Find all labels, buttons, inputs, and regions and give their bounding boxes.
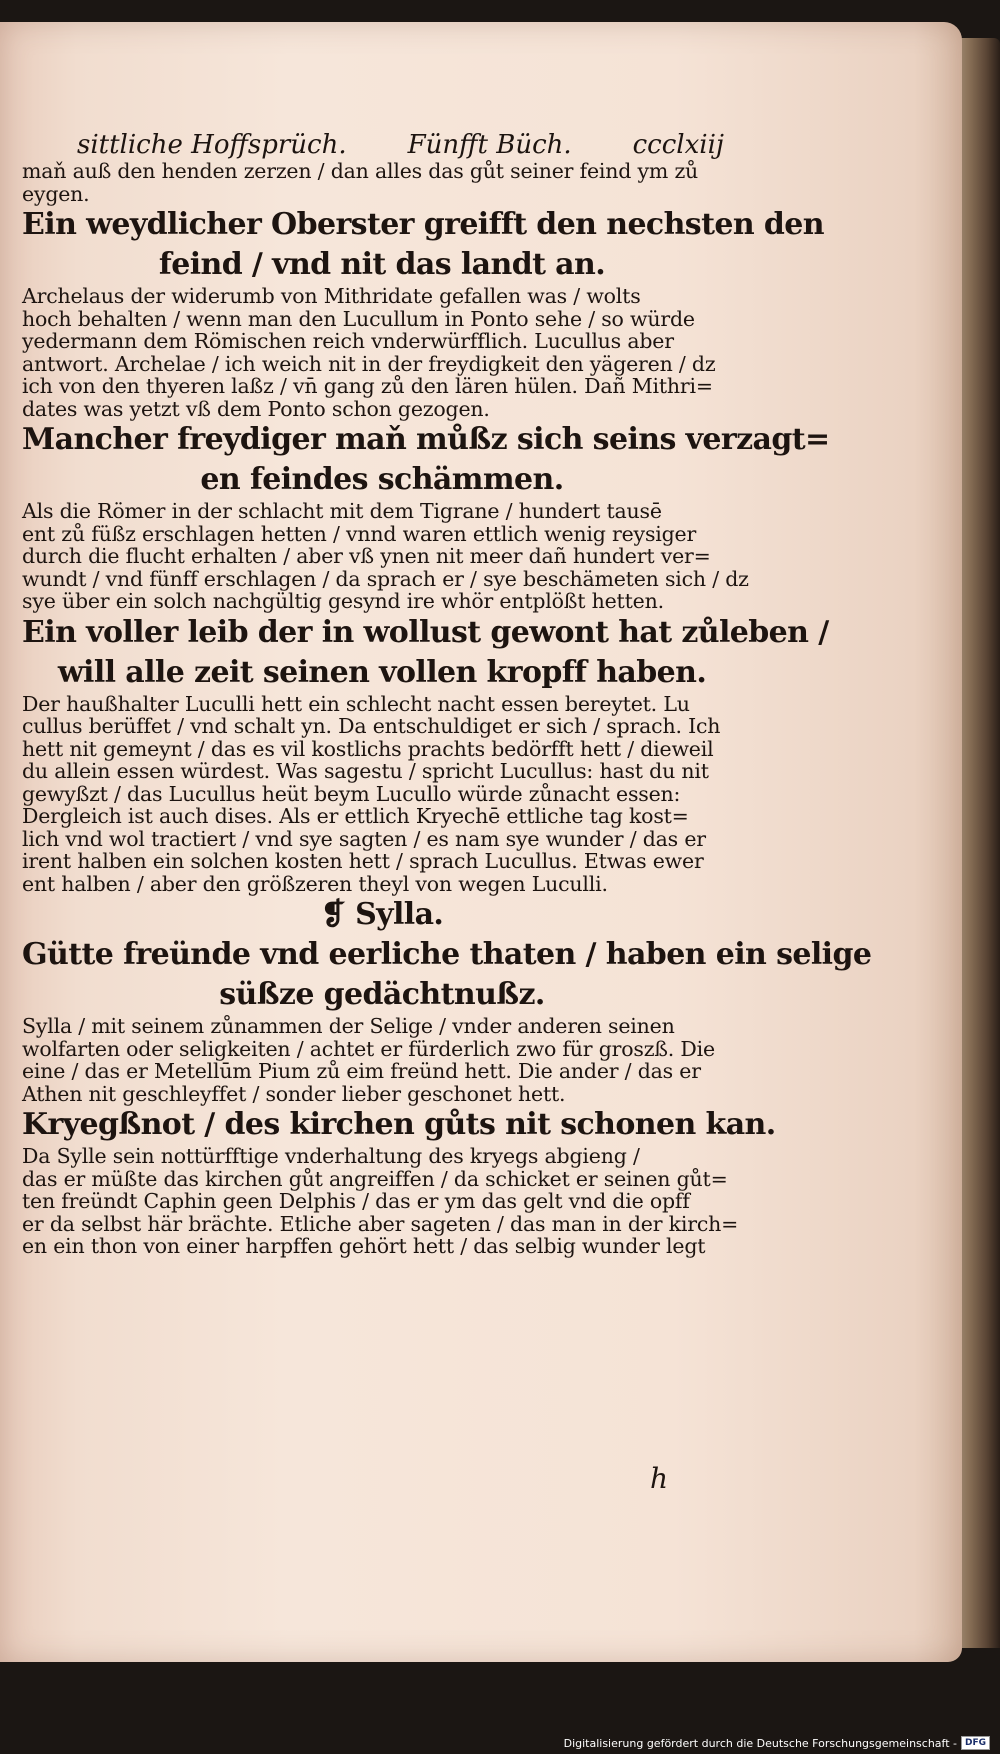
page-sections <box>22 159 872 1258</box>
text-line: yedermann dem Römischen reich vnderwürfflich. Lucullus aber <box>22 329 674 353</box>
text-line: Sylla / mit seinem zůnammen der Selige / vnder anderen seinen <box>22 1014 675 1038</box>
text-line: wolfarten oder seligkeiten / achtet er fürderlich zwo für groszß. Die <box>22 1036 715 1061</box>
text-line: ent zů füßz erschlagen hetten / vnnd waren ettlich wenig reysiger <box>22 521 697 546</box>
text-line: cullus berüffet / vnd schalt yn. Da entschuldiget er sich / sprach. Ich <box>22 714 721 738</box>
text-line: Als die Römer in der schlacht mit dem Tigrane / hundert tausē <box>22 499 662 523</box>
page-number: ccclxiij <box>632 130 724 160</box>
text-line: Archelaus der widerumb von Mithridate gefallen was / wolts <box>22 284 641 308</box>
text-line: dates was yetzt vß dem Ponto schon gezogen. <box>22 396 490 421</box>
text-line: hett nit gemeynt / das es vil kostlichs prachts bedörfft hett / dieweil <box>22 736 714 761</box>
footer-credit <box>564 1736 990 1750</box>
text-line: ent halben / aber den größzeren theyl von wegen Luculli. <box>22 871 608 896</box>
text-line: das er müßte das kirchen gůt angreiffen / da schicket er seinen gůt= <box>22 1166 728 1191</box>
text-line: maň auß den henden zerzen / dan alles das gůt seiner feind ym zů <box>22 159 699 183</box>
text-line: er da selbst här brächte. Etliche aber sageten / das man in der kirch= <box>22 1211 739 1236</box>
section-heading <box>22 1105 776 1145</box>
text-line: lich vnd wol tractiert / vnd sye sagten / es nam sye wunder / das er <box>22 826 706 851</box>
catchword: h <box>650 1462 669 1495</box>
text-line: ten freündt Caphin geen Delphis / das er ym das gelt vnd die opff <box>22 1189 690 1213</box>
text-line: durch die flucht erhalten / aber vß ynen nit meer dañ hundert ver= <box>22 544 711 568</box>
text-line: eine / das er Metellūm Pium zů eim freünd hett. Die ander / das er <box>22 1059 701 1083</box>
dfg-logo: DFG <box>961 1736 990 1750</box>
heading-line: Gütte freünde vnd eerliche thaten / haben ein selige <box>22 937 872 972</box>
heading-line: feind / vnd nit das landt an. <box>158 247 606 282</box>
book-page <box>0 22 962 1662</box>
heading-line: Ein voller leib der in wollust gewont hat zůleben / <box>22 614 829 650</box>
heading-line: en feindes schämmen. <box>200 462 564 497</box>
paragraph <box>22 499 749 613</box>
text-line: du allein essen würdest. Was sagestu / spricht Lucullus: hast du nit <box>22 759 709 783</box>
text-line: Der haußhalter Luculli hett ein schlecht nacht essen bereytet. Lu <box>22 691 690 716</box>
page-text <box>22 130 872 1258</box>
heading-line: süßze gedächtnußz. <box>219 977 545 1012</box>
heading-line: Kryegßnot / des kirchen gůts nit schonen kan. <box>22 1107 776 1142</box>
section-heading <box>22 935 872 1015</box>
paragraph <box>22 285 742 420</box>
footer-text: Digitalisierung gefördert durch die Deutsche Forschungsgemeinschaft - <box>563 1736 957 1750</box>
section-heading <box>22 205 824 285</box>
running-head <box>22 130 742 160</box>
paragraph <box>22 160 742 205</box>
text-line: ich von den thyeren laßz / vn̄ gang zů den lären hülen. Dañ Mithri= <box>22 374 713 398</box>
text-line: wundt / vnd fünff erschlagen / da sprach er / sye beschämeten sich / dz <box>22 566 749 591</box>
text-line: hoch behalten / wenn man den Lucullum in Ponto sehe / so würde <box>22 306 695 331</box>
text-line: sye über ein solch nachgültig gesynd ire whör entplößt hetten. <box>22 589 664 613</box>
heading-line: ❡ Sylla. <box>320 897 444 932</box>
text-line: gewyßzt / das Lucullus heüt beym Lucullo würde zůnacht essen: <box>22 781 681 806</box>
section-heading <box>22 895 742 935</box>
paragraph <box>22 1145 742 1258</box>
text-line: antwort. Archelae / ich weich nit in der freydigkeit den yägeren / dz <box>22 351 716 376</box>
paragraph <box>22 693 742 896</box>
text-line: Dergleich ist auch dises. Als er ettlich Kryechē ettliche tag kost= <box>22 804 689 828</box>
running-head-left: sittliche Hoffsprüch. <box>77 130 347 160</box>
section-heading <box>22 420 830 500</box>
heading-line: Mancher freydiger maň můßz sich seins verzagt= <box>22 422 830 457</box>
text-line: Athen nit geschleyffet / sonder lieber geschonet hett. <box>22 1081 566 1106</box>
text-line: Da Sylle sein nottürfftige vnderhaltung des kryegs abgieng / <box>22 1144 640 1168</box>
paragraph <box>22 1015 742 1105</box>
heading-line: will alle zeit seinen vollen kropff haben. <box>57 654 707 690</box>
section-heading <box>22 613 829 693</box>
text-line: eygen. <box>22 181 90 206</box>
heading-line: Ein weydlicher Oberster greifft den nechsten den <box>22 207 824 242</box>
running-head-center: Fünfft Büch. <box>407 130 572 160</box>
text-line: en ein thon von einer harpffen gehört hett / das selbig wunder legt <box>22 1234 706 1258</box>
text-line: irent halben ein solchen kosten hett / sprach Lucullus. Etwas ewer <box>22 849 704 873</box>
